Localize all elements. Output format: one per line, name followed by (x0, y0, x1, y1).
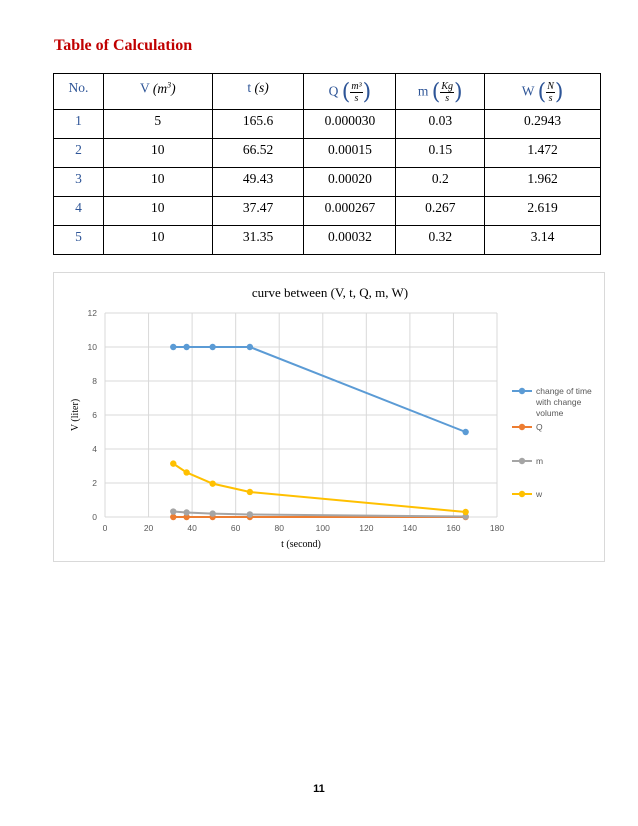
cell-volume: 10 (103, 226, 212, 255)
x-tick-label: 120 (359, 523, 374, 533)
cell-flow-rate: 0.00032 (304, 226, 396, 255)
cell-weight-rate: 1.472 (485, 139, 601, 168)
data-point (247, 511, 253, 517)
series-line-w (173, 464, 465, 512)
y-tick-label: 8 (92, 376, 97, 386)
data-point (170, 344, 176, 350)
cell-flow-rate: 0.00015 (304, 139, 396, 168)
data-point (183, 509, 189, 515)
y-tick-label: 10 (87, 342, 97, 352)
legend-label: with change (536, 397, 582, 407)
table-row (54, 168, 601, 197)
header-weight-rate: W ( $\frac{N}{s}$ ) (485, 74, 601, 110)
y-tick-label: 2 (92, 478, 97, 488)
cell-mass-rate: 0.267 (396, 197, 485, 226)
table-row (54, 226, 601, 255)
data-point (209, 480, 215, 486)
cell-mass-rate: 0.2 (396, 168, 485, 197)
cell-flow-rate: 0.000267 (304, 197, 396, 226)
cell-time: 66.52 (212, 139, 304, 168)
cell-mass-rate: 0.15 (396, 139, 485, 168)
cell-weight-rate: 0.2943 (485, 110, 601, 139)
legend-label: w (536, 489, 543, 499)
data-point (247, 344, 253, 350)
header-volume: V $(m^3)$ (103, 74, 212, 110)
x-tick-label: 160 (446, 523, 461, 533)
cell-weight-rate: 1.962 (485, 168, 601, 197)
page-number: 11 (313, 783, 325, 795)
header-mass-rate: m ( $\frac{Kg}{s}$ ) (396, 74, 485, 110)
cell-mass-rate: 0.03 (396, 110, 485, 139)
cell-volume: 5 (103, 110, 212, 139)
series-line-m (173, 512, 465, 517)
cell-time: 37.47 (212, 197, 304, 226)
x-tick-label: 140 (402, 523, 417, 533)
legend-marker (519, 491, 525, 497)
series-line-change (173, 347, 465, 432)
data-point (183, 469, 189, 475)
cell-mass-rate: 0.32 (396, 226, 485, 255)
x-tick-label: 0 (102, 523, 108, 533)
cell-time: 31.35 (212, 226, 304, 255)
x-tick-label: 100 (315, 523, 330, 533)
legend-label: volume (536, 408, 564, 418)
data-point (183, 344, 189, 350)
legend-label: m (536, 456, 544, 466)
legend-marker (519, 458, 525, 464)
x-tick-label: 60 (230, 523, 241, 533)
cell-volume: 10 (103, 139, 212, 168)
data-point (247, 489, 253, 495)
data-point (462, 429, 468, 435)
chart-title: curve between (V, t, Q, m, W) (251, 285, 409, 300)
x-tick-label: 180 (489, 523, 505, 533)
cell-no: 3 (54, 168, 104, 197)
legend-label: change of time (536, 386, 592, 396)
data-point (209, 344, 215, 350)
cell-no: 5 (54, 226, 104, 255)
calculation-table (53, 73, 601, 255)
cell-time: 49.43 (212, 168, 304, 197)
y-tick-label: 6 (92, 410, 97, 420)
y-tick-label: 0 (92, 512, 97, 522)
table-row (54, 197, 601, 226)
data-point (462, 509, 468, 515)
y-tick-label: 4 (92, 444, 97, 454)
cell-flow-rate: 0.000030 (304, 110, 396, 139)
page-title: Table of Calculation (54, 37, 193, 54)
line-chart (54, 273, 606, 563)
table-row (54, 139, 601, 168)
cell-no: 4 (54, 197, 104, 226)
x-tick-label: 40 (187, 523, 197, 533)
legend-marker (519, 424, 525, 430)
header-time: t (s) (212, 74, 304, 110)
table-header-row (54, 74, 601, 110)
data-point (209, 510, 215, 516)
cell-weight-rate: 2.619 (485, 197, 601, 226)
data-point (170, 508, 176, 514)
y-tick-label: 12 (87, 308, 97, 318)
cell-time: 165.6 (212, 110, 304, 139)
legend-label: Q (536, 422, 543, 432)
cell-volume: 10 (103, 197, 212, 226)
cell-volume: 10 (103, 168, 212, 197)
cell-flow-rate: 0.00020 (304, 168, 396, 197)
data-point (170, 460, 176, 466)
cell-no: 2 (54, 139, 104, 168)
y-axis-label: V (liter) (70, 398, 81, 432)
table-row (54, 110, 601, 139)
header-flow-rate: Q ( $\frac{\text{m³}}{s}$ ) (304, 74, 396, 110)
cell-weight-rate: 3.14 (485, 226, 601, 255)
cell-no: 1 (54, 110, 104, 139)
legend-marker (519, 388, 525, 394)
header-no: No. (54, 74, 104, 110)
x-tick-label: 80 (274, 523, 284, 533)
x-tick-label: 20 (143, 523, 154, 533)
chart-container (53, 272, 605, 562)
x-axis-label: t (second) (281, 539, 321, 550)
